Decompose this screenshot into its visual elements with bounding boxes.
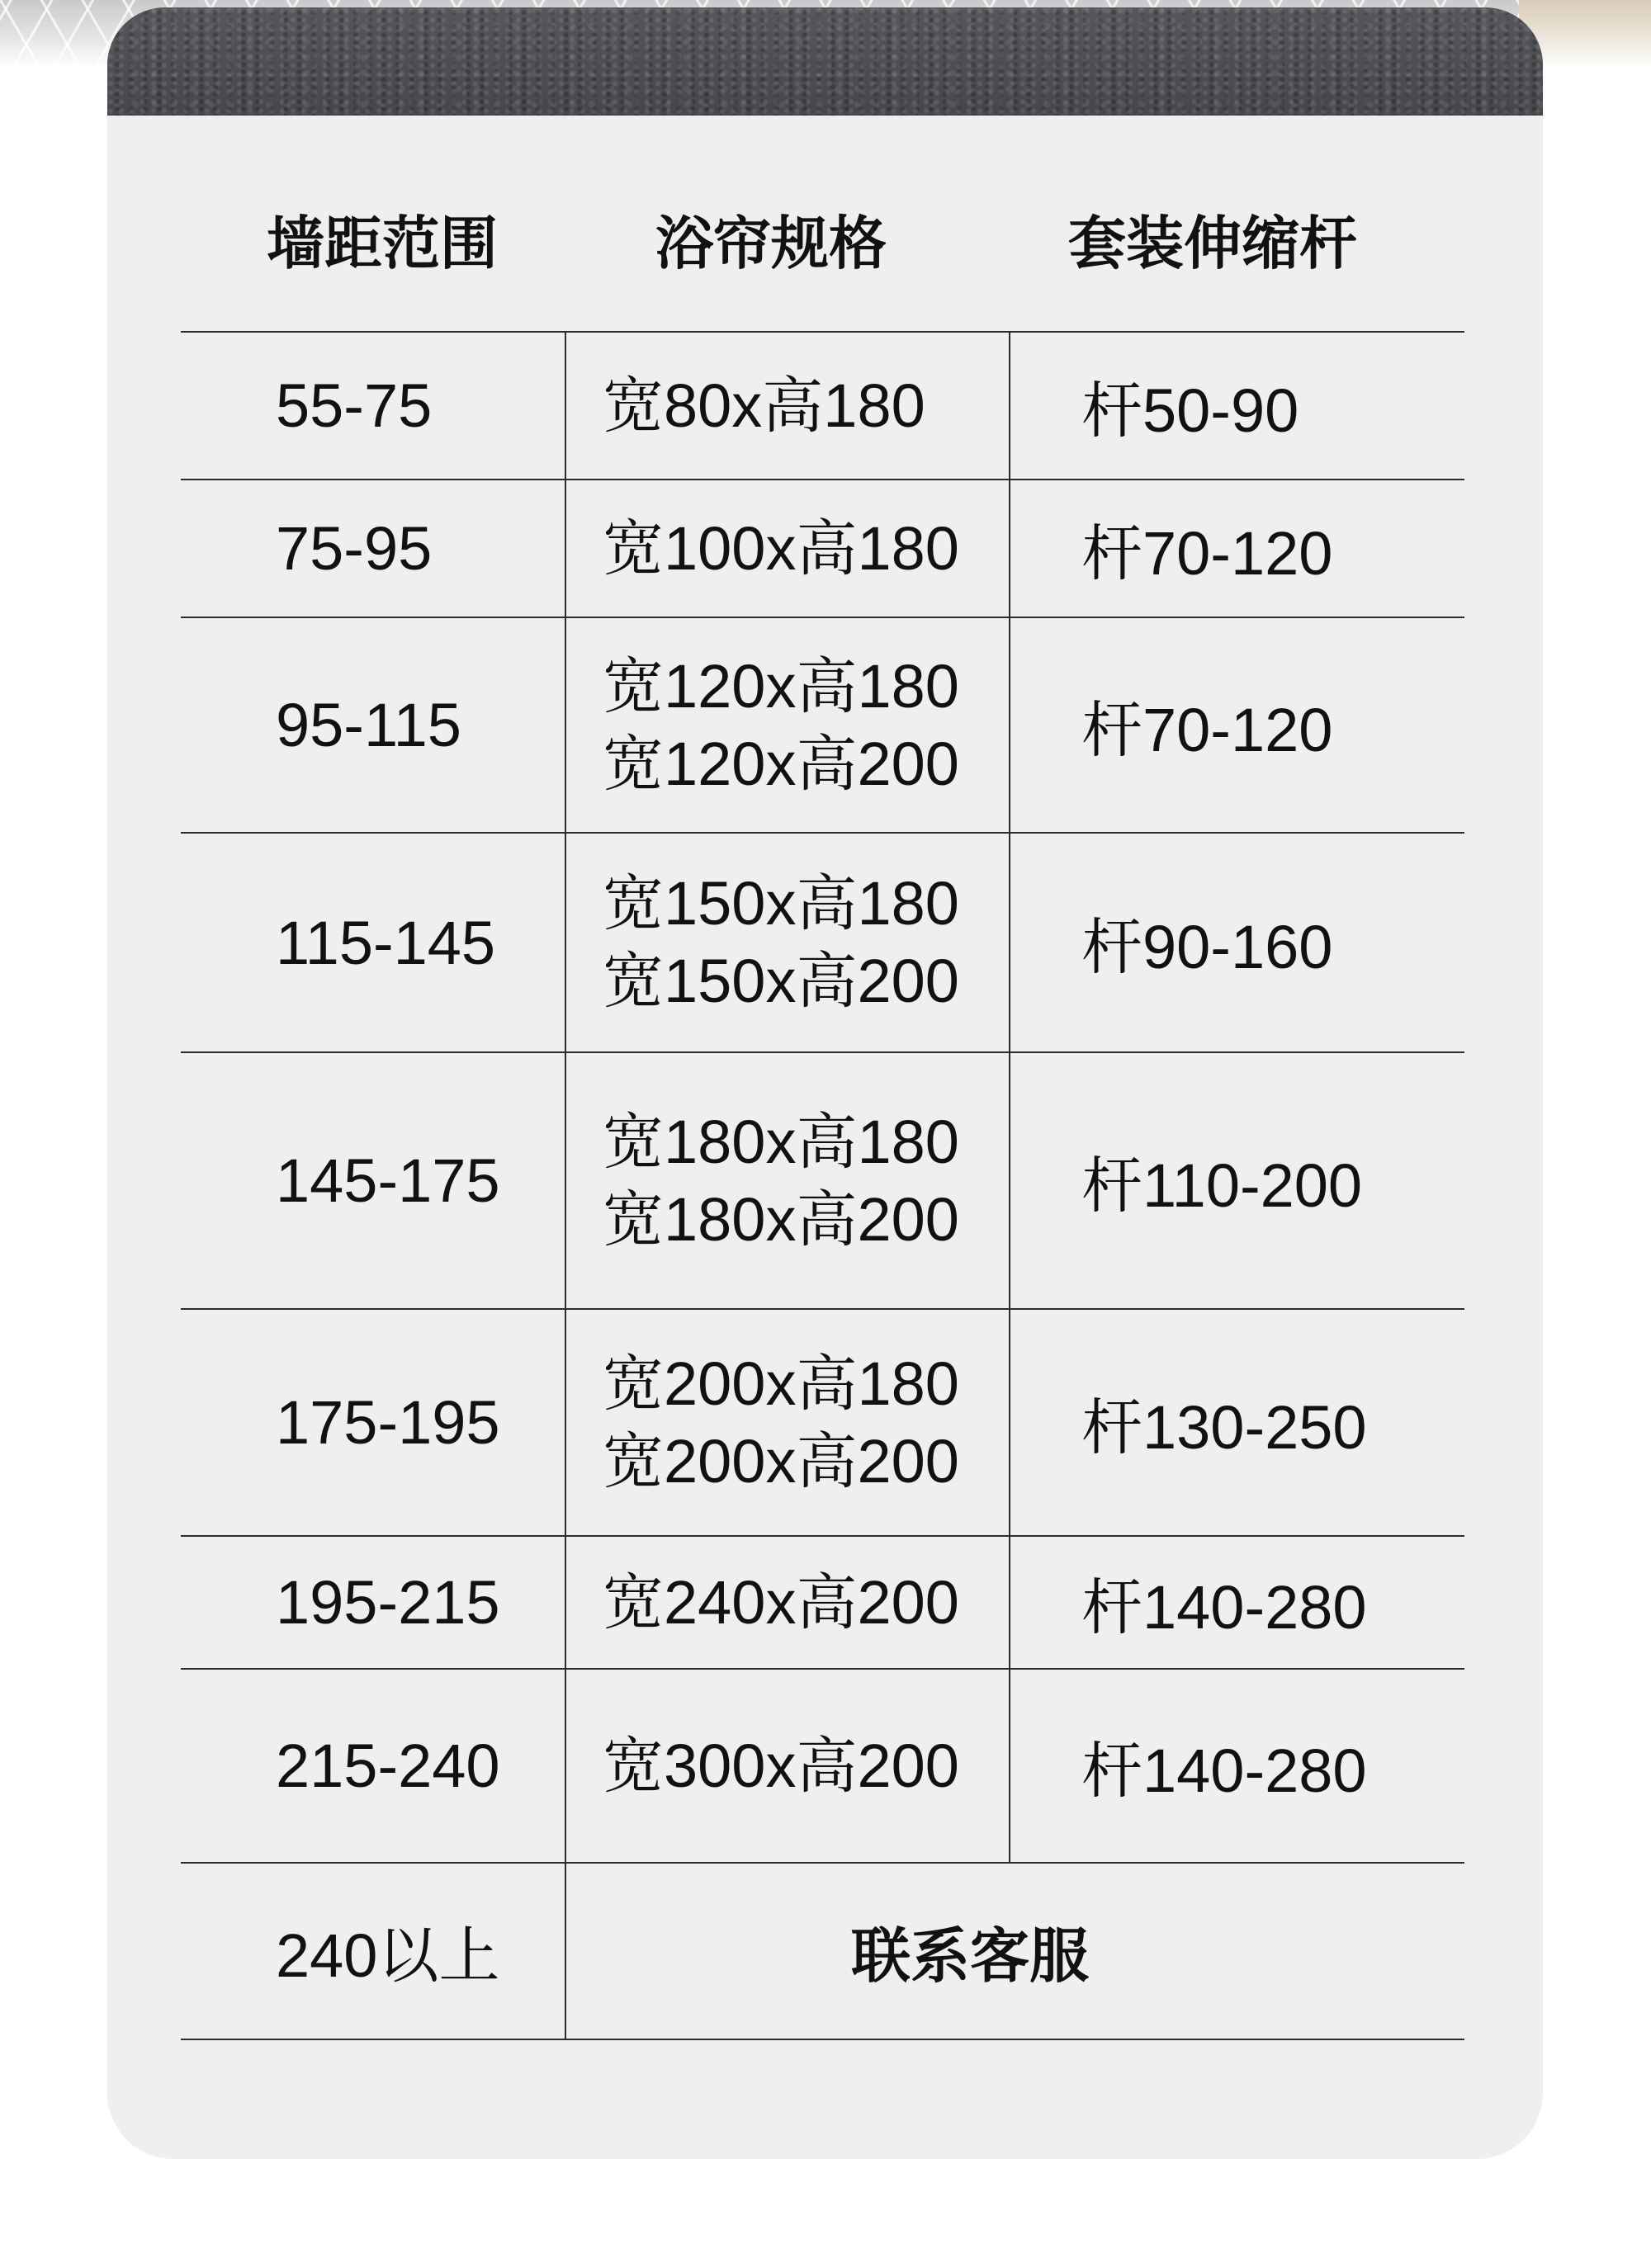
- wall-distance-text: 145-175: [276, 1146, 500, 1215]
- curtain-spec-cell: [565, 1537, 1009, 1668]
- size-table: [181, 331, 1464, 2040]
- wall-distance-cell: [181, 333, 565, 479]
- wall-distance-text: 215-240: [276, 1732, 500, 1800]
- rod-cell: [1009, 1537, 1464, 1668]
- table-row: [181, 834, 1464, 1053]
- wall-distance-cell: [181, 1310, 565, 1535]
- curtain-spec-line: 宽120x高180: [603, 651, 959, 721]
- header-wall-distance: 墙距范围: [267, 210, 498, 276]
- rod-cell: [1009, 480, 1464, 617]
- rod-cell: [1009, 834, 1464, 1051]
- rod-cell: [1009, 1053, 1464, 1308]
- card-header-band: [107, 7, 1543, 116]
- wall-distance-text: 195-215: [276, 1568, 500, 1637]
- wall-distance-text: 240以上: [276, 1921, 500, 1990]
- curtain-spec-line: 宽240x高200: [603, 1567, 959, 1637]
- wall-distance-cell: [181, 834, 565, 1051]
- size-chart-card: [107, 7, 1543, 2159]
- rod-length-text: 杆140-280: [1081, 1572, 1367, 1642]
- rod-length-text: 杆70-120: [1081, 695, 1333, 764]
- curtain-spec-line: 宽180x高200: [603, 1184, 959, 1254]
- wall-distance-cell: [181, 1670, 565, 1862]
- rod-cell: [1009, 333, 1464, 479]
- table-header-row: [181, 189, 1464, 288]
- table-row: [181, 1537, 1464, 1670]
- wall-distance-cell: [181, 1053, 565, 1308]
- curtain-spec-line: 宽120x高200: [603, 729, 959, 798]
- table-row: [181, 480, 1464, 618]
- rod-cell: [1009, 1670, 1464, 1862]
- curtain-spec-line: 宽100x高180: [603, 513, 959, 583]
- table-row-contact: [181, 1864, 1464, 2040]
- header-curtain-spec: 浴帘规格: [655, 210, 887, 276]
- table-row: [181, 1053, 1464, 1310]
- curtain-spec-line: 宽200x高200: [603, 1426, 959, 1495]
- curtain-spec-line: 宽80x高180: [603, 371, 925, 440]
- wall-distance-text: 75-95: [276, 514, 433, 583]
- curtain-spec-line: 宽300x高200: [603, 1731, 959, 1800]
- rod-length-text: 杆140-280: [1081, 1736, 1367, 1805]
- table-row: [181, 618, 1464, 834]
- rod-length-text: 杆70-120: [1081, 518, 1333, 588]
- rod-length-text: 杆90-160: [1081, 913, 1333, 981]
- wall-distance-cell: [181, 618, 565, 832]
- rod-length-text: 杆50-90: [1081, 376, 1299, 445]
- curtain-spec-cell: [565, 1310, 1009, 1535]
- header-rod-set: 套装伸缩杆: [1068, 210, 1357, 276]
- contact-service-cell: [565, 1864, 1464, 2039]
- wall-distance-text: 115-145: [276, 908, 496, 977]
- rod-cell: [1009, 1310, 1464, 1535]
- wall-distance-cell: [181, 480, 565, 617]
- curtain-spec-cell: [565, 834, 1009, 1051]
- wall-distance-text: 55-75: [276, 371, 433, 440]
- table-row: [181, 333, 1464, 480]
- curtain-spec-cell: [565, 1670, 1009, 1862]
- table-row: [181, 1670, 1464, 1864]
- curtain-spec-line: 宽150x高200: [603, 947, 959, 1015]
- curtain-spec-line: 宽200x高180: [603, 1349, 959, 1418]
- contact-service-text: 联系客服: [851, 1924, 1090, 1990]
- table-row: [181, 1310, 1464, 1537]
- wall-distance-text: 175-195: [276, 1388, 500, 1457]
- rod-length-text: 杆110-200: [1081, 1151, 1363, 1220]
- curtain-spec-cell: [565, 618, 1009, 832]
- rod-cell: [1009, 618, 1464, 832]
- curtain-spec-cell: [565, 480, 1009, 617]
- wall-distance-cell: [181, 1537, 565, 1668]
- curtain-spec-line: 宽180x高180: [603, 1107, 959, 1176]
- rod-length-text: 杆130-250: [1081, 1392, 1367, 1462]
- curtain-spec-line: 宽150x高180: [603, 869, 959, 938]
- curtain-spec-cell: [565, 1053, 1009, 1308]
- curtain-spec-cell: [565, 333, 1009, 479]
- wall-distance-cell: [181, 1864, 565, 2039]
- wall-distance-text: 95-115: [276, 691, 461, 759]
